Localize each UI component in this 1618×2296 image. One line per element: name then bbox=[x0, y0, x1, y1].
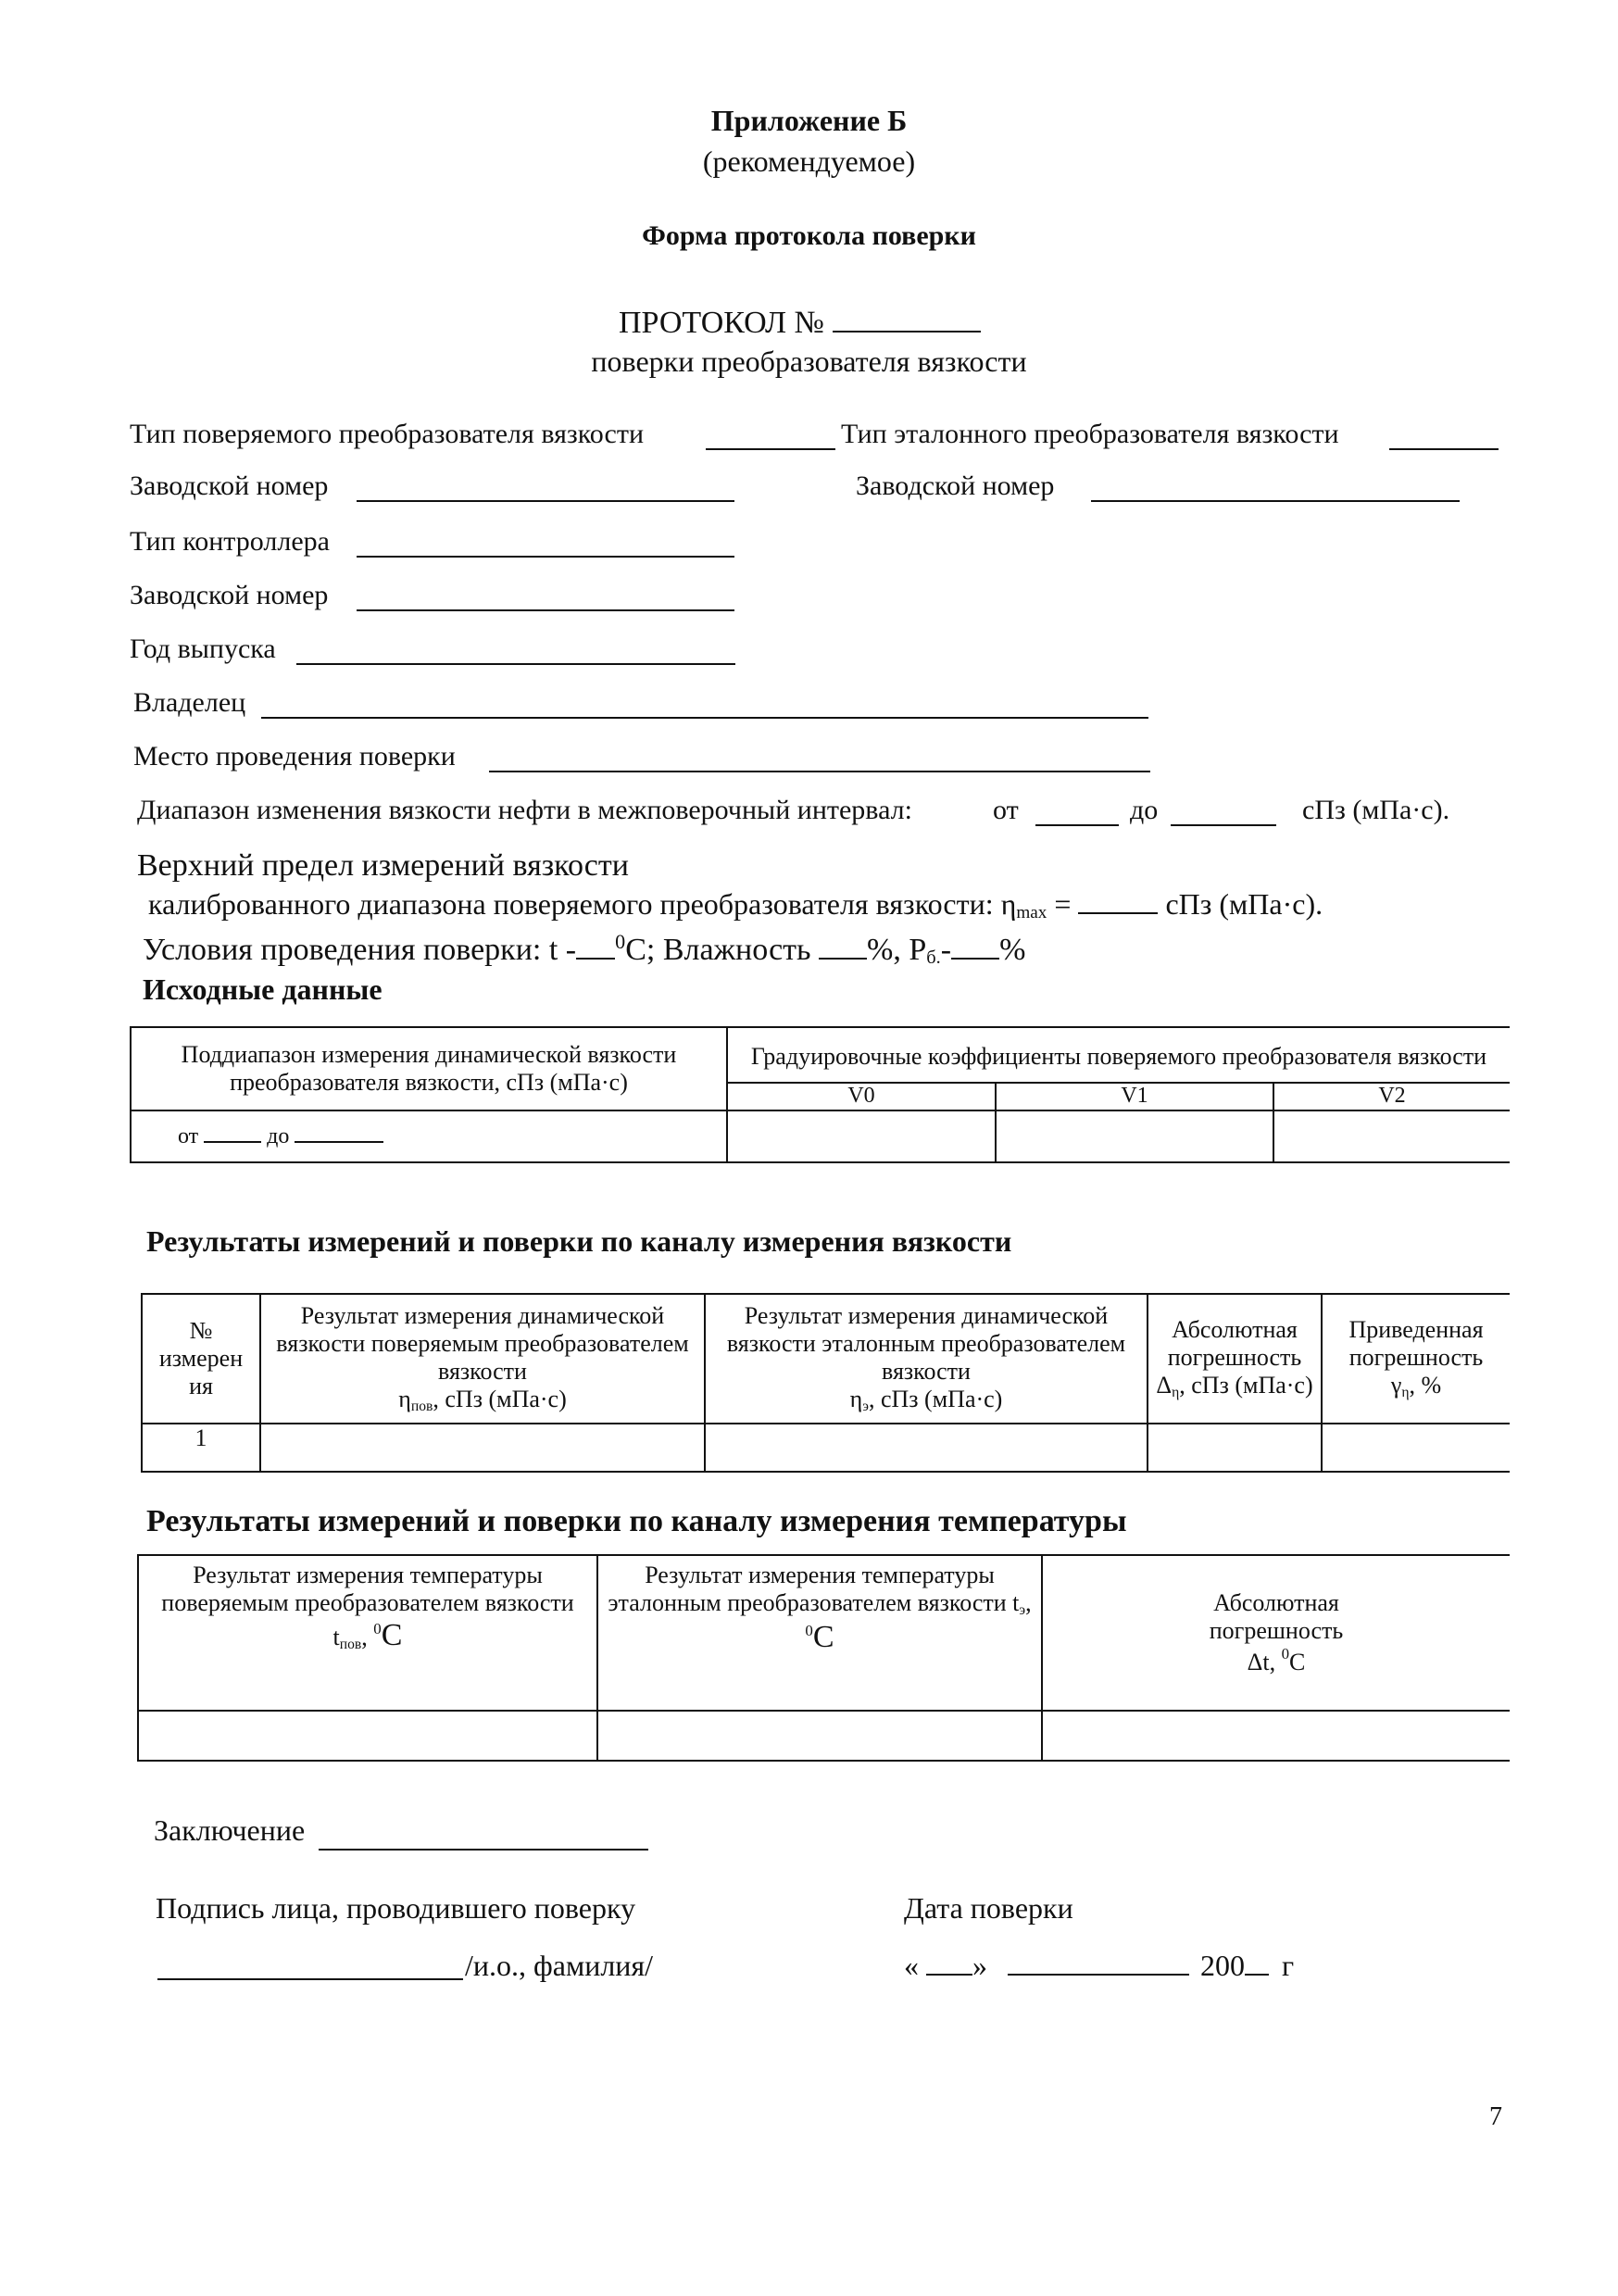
upper-limit-line2: калиброванного диапазона поверяемого преобразователя вязкости: $\eta_{max}$ = сПз (мПа·с). bbox=[148, 887, 1323, 922]
reduced-error-cell[interactable] bbox=[1322, 1424, 1510, 1472]
signature-label: Подпись лица, проводившего поверку bbox=[156, 1891, 636, 1925]
conclusion-blank[interactable] bbox=[319, 1849, 648, 1851]
serial-number-blank-2[interactable] bbox=[1091, 500, 1460, 502]
range-to-label: до bbox=[1130, 795, 1159, 825]
temperature-results-table bbox=[137, 1554, 1510, 1762]
reference-type-blank[interactable] bbox=[1389, 448, 1499, 450]
col-tested-viscosity: Результат измерения динамической вязкости поверяемым преобразователем вязкости $\eta_{пов}$, сПз (мПа·с) bbox=[260, 1294, 705, 1424]
col-reference-temperature: Результат измерения температуры эталонным преобразователем вязкости $t_э$, $^0$С bbox=[597, 1555, 1042, 1711]
serial-number-label-2: Заводской номер bbox=[856, 470, 1055, 501]
humidity-blank[interactable] bbox=[819, 935, 867, 960]
year-blank[interactable] bbox=[296, 663, 735, 665]
subrange-row: от до bbox=[131, 1110, 727, 1162]
col-reference-viscosity: Результат измерения динамической вязкости эталонным преобразователем вязкости $\eta_э$, сПз (мПа·с) bbox=[705, 1294, 1148, 1424]
upper-limit-blank[interactable] bbox=[1078, 890, 1158, 914]
conditions-line: Условия проведения поверки: t - $^0$С; Влажность %, $Р_{б.}-$ % bbox=[143, 930, 1026, 968]
date-day-blank[interactable] bbox=[926, 1951, 972, 1976]
initial-data-table bbox=[130, 1026, 1510, 1163]
range-from-label: от bbox=[993, 795, 1019, 825]
coeff-header: Градуировочные коэффициенты поверяемого преобразователя вязкости bbox=[727, 1027, 1510, 1083]
owner-label: Владелец bbox=[133, 687, 246, 718]
serial-number-blank-3[interactable] bbox=[357, 609, 734, 611]
place-label: Место проведения поверки bbox=[133, 741, 456, 772]
appendix-recommended: (рекомендуемое) bbox=[702, 144, 916, 178]
coeff-v1: V1 bbox=[996, 1083, 1273, 1110]
temperature-blank[interactable] bbox=[576, 935, 615, 960]
date-line: « » 200 г bbox=[904, 1949, 1295, 1982]
date-month-blank[interactable] bbox=[1008, 1951, 1189, 1976]
tested-type-label: Тип поверяемого преобразователя вязкости bbox=[130, 419, 645, 449]
viscosity-results-table bbox=[141, 1293, 1510, 1473]
col-reduced-error: Приведенная погрешность $\gamma_\eta$, % bbox=[1322, 1294, 1510, 1424]
range-units: сПз (мПа·с). bbox=[1302, 795, 1450, 825]
col-tested-temperature: Результат измерения температуры поверяемым преобразователем вязкости $t_{пов}$, $^0$С bbox=[138, 1555, 597, 1711]
reference-type-label: Тип эталонного преобразователя вязкости bbox=[841, 419, 1339, 449]
place-blank[interactable] bbox=[489, 771, 1150, 772]
owner-blank[interactable] bbox=[261, 717, 1148, 719]
coeff-v2: V2 bbox=[1273, 1083, 1510, 1110]
range-from-blank[interactable] bbox=[1035, 824, 1119, 826]
protocol-title: ПРОТОКОЛ № bbox=[619, 306, 981, 341]
form-title: Форма протокола поверки bbox=[642, 220, 976, 251]
date-year-blank[interactable] bbox=[1245, 1951, 1269, 1976]
row-number: 1 bbox=[142, 1424, 260, 1472]
reference-viscosity-cell[interactable] bbox=[705, 1424, 1148, 1472]
reference-temperature-cell[interactable] bbox=[597, 1711, 1042, 1761]
subrange-from-blank[interactable] bbox=[204, 1123, 261, 1143]
page-number: 7 bbox=[1489, 2102, 1502, 2131]
range-label: Диапазон изменения вязкости нефти в межповерочный интервал: bbox=[137, 795, 912, 825]
signature-blank[interactable] bbox=[157, 1978, 463, 1980]
eta-max-symbol: $\eta_{max}$ bbox=[1000, 887, 1047, 922]
year-label: Год выпуска bbox=[130, 634, 276, 664]
appendix-title: Приложение Б bbox=[710, 104, 908, 137]
temperature-results-title: Результаты измерений и поверки по каналу измерения температуры bbox=[146, 1504, 1127, 1538]
serial-number-blank-1[interactable] bbox=[357, 500, 734, 502]
subrange-to-blank[interactable] bbox=[295, 1123, 383, 1143]
initial-data-title: Исходные данные bbox=[143, 972, 383, 1006]
v0-value-cell[interactable] bbox=[727, 1110, 996, 1162]
col-absolute-error: Абсолютная погрешность $\Delta_\eta$, сПз (мПа·с) bbox=[1148, 1294, 1322, 1424]
v2-value-cell[interactable] bbox=[1273, 1110, 1510, 1162]
signature-name: /и.о., фамилия/ bbox=[465, 1949, 654, 1982]
coeff-v0: V0 bbox=[727, 1083, 996, 1110]
serial-number-label-1: Заводской номер bbox=[130, 470, 329, 501]
tested-temperature-cell[interactable] bbox=[138, 1711, 597, 1761]
upper-limit-line1: Верхний предел измерений вязкости bbox=[137, 848, 629, 883]
absolute-error-cell[interactable] bbox=[1148, 1424, 1322, 1472]
v1-value-cell[interactable] bbox=[996, 1110, 1273, 1162]
conclusion-label: Заключение bbox=[154, 1813, 306, 1847]
date-label: Дата поверки bbox=[904, 1891, 1073, 1925]
subrange-header: Поддиапазон измерения динамической вязкости преобразователя вязкости, сПз (мПа·с) bbox=[131, 1027, 727, 1110]
range-to-blank[interactable] bbox=[1171, 824, 1276, 826]
col-measurement-no: № измерен ия bbox=[142, 1294, 260, 1424]
temperature-abs-error-cell[interactable] bbox=[1042, 1711, 1510, 1761]
col-temperature-abs-error: Абсолютная погрешность Δt, $^0$С bbox=[1042, 1555, 1510, 1711]
pressure-blank[interactable] bbox=[951, 935, 999, 960]
viscosity-results-title: Результаты измерений и поверки по каналу измерения вязкости bbox=[146, 1224, 1012, 1258]
tested-type-blank[interactable] bbox=[706, 448, 835, 450]
protocol-subtitle: поверки преобразователя вязкости bbox=[591, 345, 1027, 378]
controller-type-blank[interactable] bbox=[357, 556, 734, 558]
protocol-number-blank[interactable] bbox=[833, 308, 981, 332]
controller-type-label: Тип контроллера bbox=[130, 526, 330, 557]
tested-viscosity-cell[interactable] bbox=[260, 1424, 705, 1472]
serial-number-label-3: Заводской номер bbox=[130, 580, 329, 610]
